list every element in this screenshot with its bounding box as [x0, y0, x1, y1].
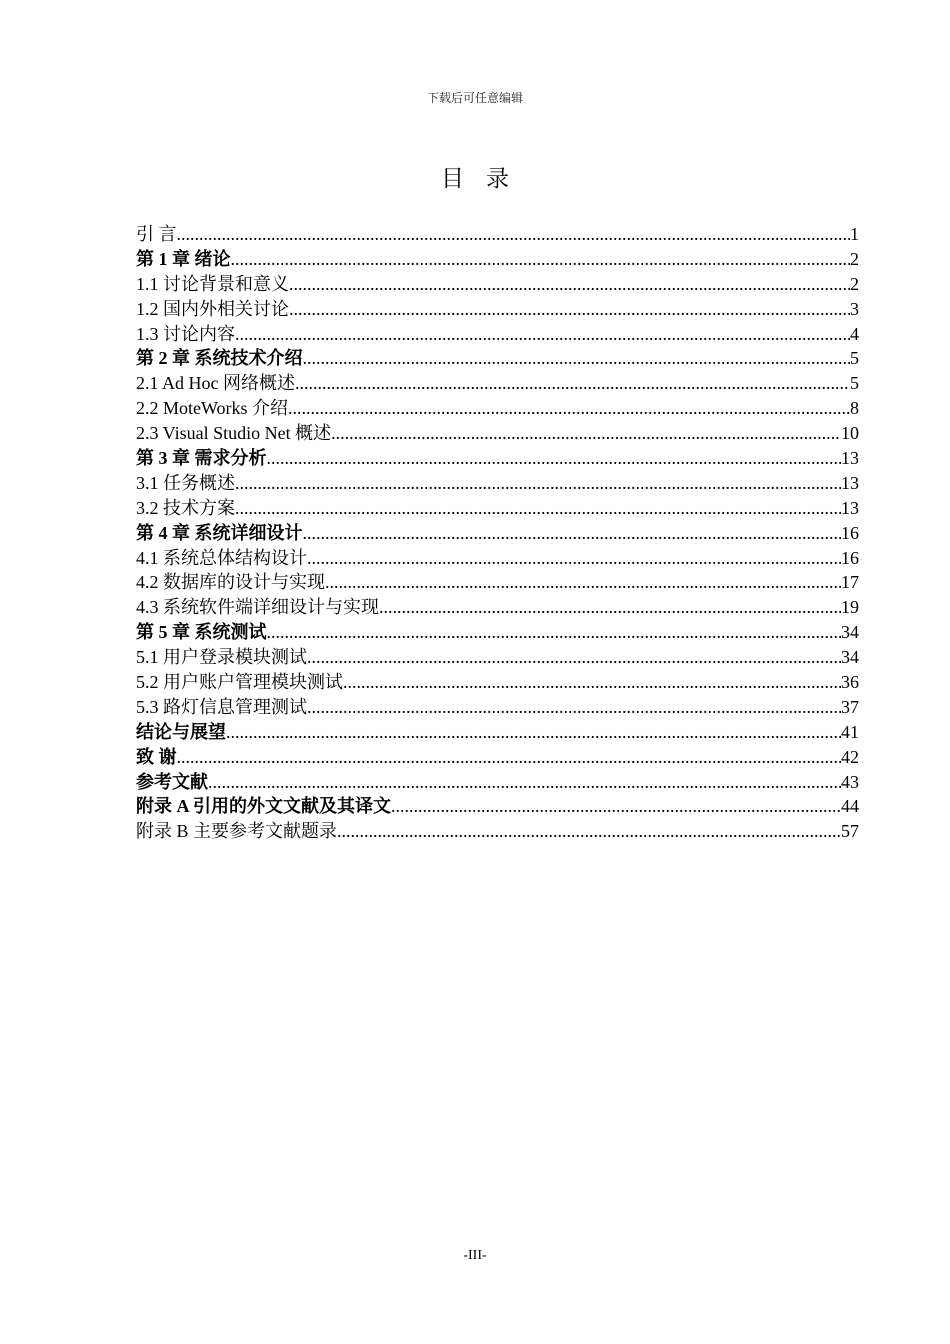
toc-entry-page-number: 13 [841, 448, 859, 469]
toc-entry[interactable] [136, 346, 859, 371]
toc-entry-label: 结论与展望 [136, 721, 226, 742]
toc-entry-page-number: 17 [841, 572, 859, 593]
toc-entry[interactable] [136, 819, 859, 844]
dot-leader [177, 745, 842, 770]
toc-entry-label: 第 1 章 绪论 [136, 248, 231, 269]
toc-entry-page-number: 5 [850, 373, 859, 394]
dot-leader [303, 521, 842, 546]
dot-leader [391, 794, 841, 819]
dot-leader [235, 496, 841, 521]
toc-entry-page-number: 37 [841, 696, 859, 717]
toc-entry-page-number: 16 [841, 547, 859, 568]
toc-entry-page-number: 19 [841, 597, 859, 618]
toc-entry-page-number: 8 [850, 398, 859, 419]
dot-leader [226, 720, 841, 745]
dot-leader [343, 670, 841, 695]
toc-entry-page-number: 5 [850, 348, 859, 369]
toc-entry[interactable] [136, 247, 859, 272]
toc-entry-label: 4.3 系统软件端详细设计与实现 [136, 597, 379, 618]
toc-entry-label: 第 4 章 系统详细设计 [136, 522, 303, 543]
toc-entry-page-number: 42 [841, 746, 859, 767]
toc-entry[interactable] [136, 272, 859, 297]
toc-entry-page-number: 3 [850, 298, 859, 319]
toc-entry[interactable] [136, 446, 859, 471]
toc-entry-label: 1.2 国内外相关讨论 [136, 298, 289, 319]
toc-entry-label: 2.2 MoteWorks 介绍 [136, 398, 289, 419]
toc-entry-label: 4.1 系统总体结构设计 [136, 547, 307, 568]
toc-entry-page-number: 34 [841, 622, 859, 643]
toc-entry-page-number: 4 [850, 323, 859, 344]
toc-entry-page-number: 1 [850, 224, 859, 244]
toc-entry[interactable] [136, 371, 859, 396]
dot-leader [337, 819, 841, 844]
toc-entry[interactable] [136, 521, 859, 546]
dot-leader [177, 222, 851, 247]
toc-entry-label: 附录 A 引用的外文文献及其译文 [136, 796, 392, 817]
toc-entry-label: 3.1 任务概述 [136, 472, 235, 493]
toc-entry-page-number: 10 [841, 423, 859, 444]
toc-entry-label: 引 言 [136, 224, 177, 244]
toc-entry-page-number: 44 [841, 796, 859, 817]
toc-entry[interactable] [136, 794, 859, 819]
dot-leader [379, 595, 841, 620]
dot-leader [325, 570, 841, 595]
toc-entry-page-number: 43 [841, 771, 859, 792]
dot-leader [307, 546, 841, 571]
toc-entry-page-number: 2 [850, 273, 859, 294]
toc-entry-label: 第 2 章 系统技术介绍 [136, 348, 303, 369]
toc-entry-label: 5.1 用户登录模块测试 [136, 647, 307, 668]
toc-entry-page-number: 13 [841, 472, 859, 493]
toc-entry-label: 3.2 技术方案 [136, 497, 235, 518]
toc-entry[interactable] [136, 620, 859, 645]
toc-entry-label: 致 谢 [136, 746, 177, 767]
dot-leader [267, 446, 842, 471]
dot-leader [208, 770, 841, 795]
toc-entry-page-number: 16 [841, 522, 859, 543]
toc-title: 目录 [441, 166, 531, 192]
toc-entry-label: 5.3 路灯信息管理测试 [136, 696, 307, 717]
page-number: -III- [463, 1248, 487, 1263]
toc-entry[interactable] [136, 745, 859, 770]
dot-leader [289, 297, 850, 322]
dot-leader [267, 620, 842, 645]
toc-entry[interactable] [136, 322, 859, 347]
toc-entry-label: 5.2 用户账户管理模块测试 [136, 672, 343, 693]
toc-entry-page-number: 57 [841, 821, 859, 842]
dot-leader [307, 695, 841, 720]
toc-entry[interactable] [136, 396, 859, 421]
header-note: 下载后可任意编辑 [426, 91, 523, 105]
toc-entry[interactable] [136, 222, 859, 247]
toc-entry-page-number: 36 [841, 672, 859, 693]
toc-entry-label: 4.2 数据库的设计与实现 [136, 572, 325, 593]
toc-entry[interactable] [136, 720, 859, 745]
toc-entry[interactable] [136, 471, 859, 496]
dot-leader [235, 322, 850, 347]
toc-entry-page-number: 2 [850, 248, 859, 269]
dot-leader [231, 247, 851, 272]
toc-entry-page-number: 34 [841, 647, 859, 668]
dot-leader [331, 421, 841, 446]
toc-entry-label: 附录 B 主要参考文献题录 [136, 821, 338, 842]
toc-entry[interactable] [136, 496, 859, 521]
dot-leader [307, 645, 841, 670]
toc-entry[interactable] [136, 546, 859, 571]
toc-entry[interactable] [136, 645, 859, 670]
dot-leader [295, 371, 850, 396]
toc-entry-label: 第 3 章 需求分析 [136, 448, 267, 469]
toc-entry[interactable] [136, 695, 859, 720]
dot-leader [235, 471, 841, 496]
toc-entry-page-number: 13 [841, 497, 859, 518]
table-of-contents [136, 222, 859, 844]
toc-entry[interactable] [136, 595, 859, 620]
dot-leader [303, 346, 851, 371]
toc-entry-page-number: 41 [841, 721, 859, 742]
toc-entry-label: 1.3 讨论内容 [136, 323, 235, 344]
toc-entry[interactable] [136, 570, 859, 595]
dot-leader [289, 272, 850, 297]
toc-entry[interactable] [136, 770, 859, 795]
toc-entry[interactable] [136, 421, 859, 446]
dot-leader [288, 396, 850, 421]
toc-entry-label: 2.3 Visual Studio Net 概述 [136, 423, 332, 444]
toc-entry-label: 2.1 Ad Hoc 网络概述 [136, 373, 295, 394]
toc-entry-label: 第 5 章 系统测试 [136, 622, 267, 643]
toc-entry[interactable] [136, 670, 859, 695]
toc-entry-label: 1.1 讨论背景和意义 [136, 273, 289, 294]
toc-entry[interactable] [136, 297, 859, 322]
toc-entry-label: 参考文献 [136, 771, 208, 792]
